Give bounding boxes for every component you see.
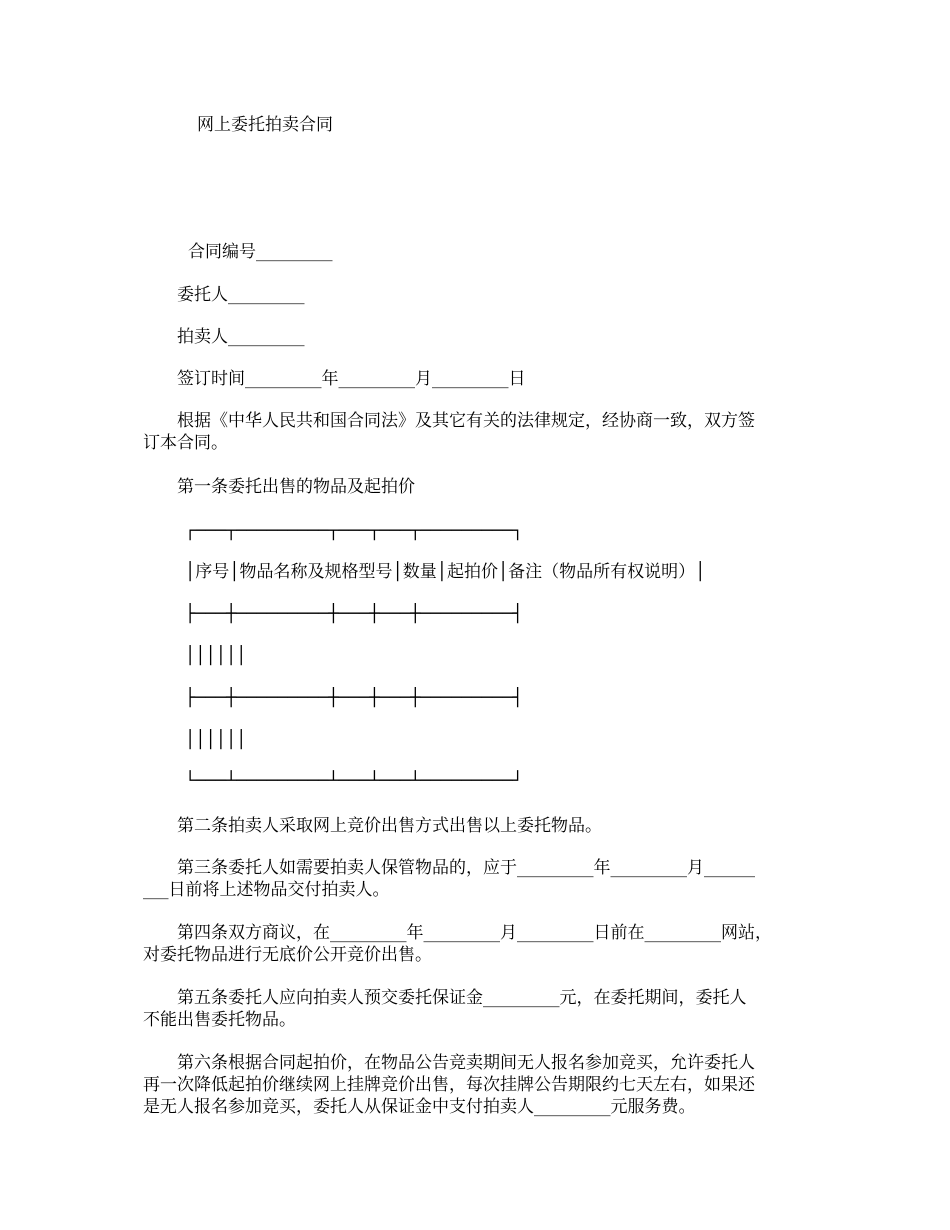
table-row: ││││││ [185,646,247,666]
article-2-paragraph: 第二条拍卖人采取网上竞价出售方式出售以上委托物品。 [177,816,602,836]
contract-number-field: 合同编号_________ [188,242,333,262]
sign-date-field: 签订时间_________年_________月_________日 [177,369,526,389]
document-title: 网上委托拍卖合同 [197,115,333,135]
auctioneer-field: 拍卖人_________ [177,327,305,347]
table-separator: ├───┼─────────┼───┼───┼─────────┤ [185,604,523,624]
table-row: ││││││ [185,730,247,750]
article-5-line-1: 第五条委托人应向拍卖人预交委托保证金_________元，在委托期间，委托人 [177,988,747,1008]
article-4-line-2: 对委托物品进行无底价公开竞价出售。 [143,945,432,965]
intro-paragraph-line-1: 根据《中华人民共和国合同法》及其它有关的法律规定，经协商一致，双方签 [177,411,755,431]
intro-paragraph-line-2: 订本合同。 [143,433,228,453]
article-1-heading: 第一条委托出售的物品及起拍价 [177,477,415,497]
client-field: 委托人_________ [177,285,305,305]
article-4-line-1: 第四条双方商议，在_________年_________月_________日前在_________网站， [177,923,772,943]
table-border-bottom: └───┴─────────┴───┴───┴─────────┘ [185,771,523,791]
article-5-line-2: 不能出售委托物品。 [143,1010,296,1030]
article-6-line-2: 再一次降低起拍价继续网上挂牌竞价出售，每次挂牌公告期限约七天左右，如果还 [143,1075,755,1095]
table-separator: ├───┼─────────┼───┼───┼─────────┤ [185,688,523,708]
article-6-line-1: 第六条根据合同起拍价，在物品公告竞卖期间无人报名参加竞买，允许委托人 [177,1053,755,1073]
article-3-line-2: ___日前将上述物品交付拍卖人。 [143,880,390,900]
table-header-row: │序号│物品名称及规格型号│数量│起拍价│备注（物品所有权说明）│ [185,562,706,582]
table-border-top: ┌───┬─────────┬───┬───┬─────────┐ [185,521,523,541]
article-3-line-1: 第三条委托人如需要拍卖人保管物品的，应于_________年_________月______ [177,858,755,878]
article-6-line-3: 是无人报名参加竞买，委托人从保证金中支付拍卖人_________元服务费。 [143,1097,696,1117]
